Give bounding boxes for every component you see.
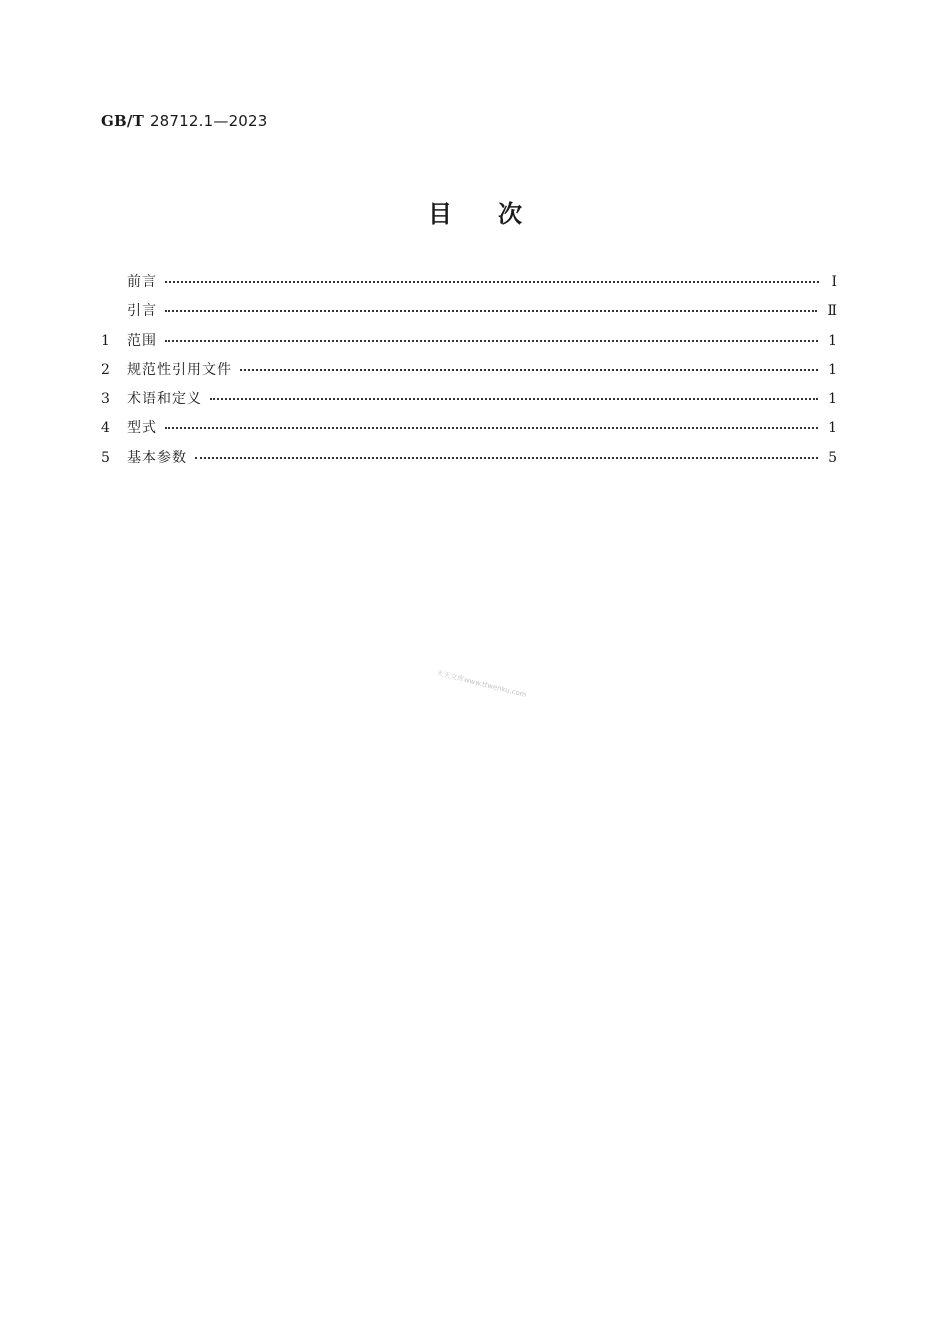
toc-dot-leader [210,389,818,403]
toc-dot-leader [195,448,818,462]
watermark: 天天文库www.ttwenku.com [435,668,528,700]
toc-entry-number: 2 [101,361,110,378]
standard-prefix: GB/T [101,112,144,130]
toc-entry-label: 术语和定义 [127,391,202,408]
toc-entry[interactable] [101,447,837,476]
toc-entry-number: 1 [101,332,110,349]
toc-entry-number: 4 [101,420,110,437]
toc-dot-leader [165,418,818,432]
standard-code [101,112,268,130]
toc-entry[interactable] [101,330,837,359]
toc-title: 目次 [428,200,568,228]
toc-dot-leader [240,360,818,374]
toc-entry-page: 1 [828,420,837,437]
toc-entry[interactable] [101,388,837,417]
toc-entry-page: 5 [828,449,837,466]
toc-dot-leader [165,331,818,345]
toc-entry-label: 型式 [127,420,157,437]
toc-entry-label: 范围 [127,332,157,349]
toc-entry-page: 1 [828,332,837,349]
toc-entry-label: 基本参数 [127,449,187,466]
toc-entry[interactable] [101,417,837,446]
toc-entry-page: Ⅰ [831,274,837,290]
toc-entry-label: 规范性引用文件 [127,361,232,378]
toc-entry[interactable] [101,271,837,300]
toc-entry[interactable] [101,300,837,329]
toc-entry-label: 引言 [127,303,157,320]
toc-entry-page: 1 [828,391,837,408]
toc-dot-leader [165,301,817,315]
toc-entry-number: 3 [101,391,110,408]
toc-entry-page: 1 [828,361,837,378]
standard-number: 28712.1—2023 [149,112,268,130]
table-of-contents [101,271,837,476]
toc-entry[interactable] [101,359,837,388]
toc-entry-number: 5 [101,449,110,466]
toc-entry-page: Ⅱ [827,303,837,320]
toc-dot-leader [165,272,819,286]
toc-entry-label: 前言 [127,274,157,290]
